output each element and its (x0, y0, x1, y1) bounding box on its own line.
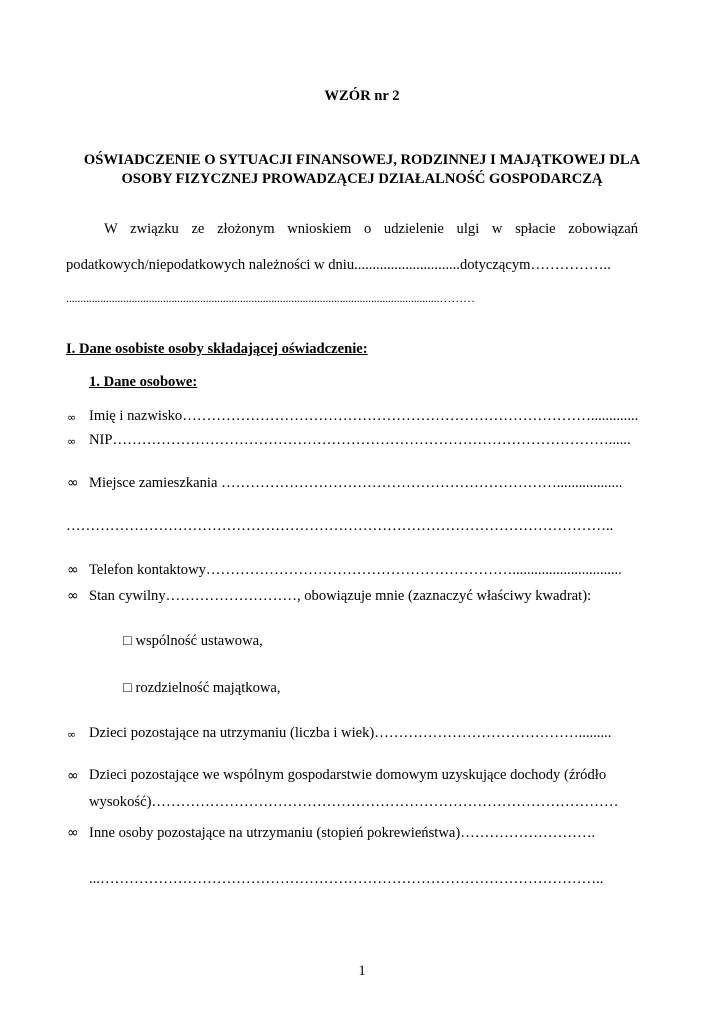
bullet-icon: ∞ (67, 435, 77, 448)
marital-status-field: Stan cywilny………………………, obowiązuje mnie (zaznaczyć właściwy kwadrat): (89, 588, 592, 604)
bullet-icon: ∞ (67, 588, 79, 604)
residence-continuation: ………………………………………………………………………………………………….. (66, 518, 614, 534)
intro-line-2: podatkowych/niepodatkowych należności w dniu.............................dotyczącym…………….. (66, 257, 611, 273)
residence-field: Miejsce zamieszkania …………………………………………………………….................. (89, 475, 623, 491)
main-title-line-1: OŚWIADCZENIE O SYTUACJI FINANSOWEJ, RODZINNEJ I MAJĄTKOWEJ DLA (83, 152, 641, 168)
subsection-1-heading: 1. Dane osobowe: (89, 374, 198, 390)
page-number: 1 (358, 963, 366, 979)
option-separate-property: □ rozdzielność majątkowa, (123, 680, 281, 696)
household-children-line-2: wysokość)…………………………………………………………………………………… (89, 794, 619, 810)
option-joint-property: □ wspólność ustawowa, (123, 633, 263, 649)
nip-field: NIP…………………………………………………………………………………………...... (89, 432, 631, 448)
household-children-line-1: Dzieci pozostające we wspólnym gospodarstwie domowym uzyskujące dochody (źródło (89, 767, 607, 783)
bullet-icon: ∞ (67, 728, 77, 741)
other-dependents-field: Inne osoby pozostające na utrzymaniu (stopień pokrewieństwa)………………………. (89, 825, 596, 841)
intro-line-3: ...................................................................................................................................……… (66, 291, 475, 305)
bullet-icon: ∞ (67, 411, 77, 424)
bullet-icon: ∞ (67, 768, 79, 784)
bullet-icon: ∞ (67, 475, 79, 491)
intro-line-1: W związku ze złożonym wnioskiem o udzielenie ulgi w spłacie zobowiązań (104, 221, 638, 237)
other-dependents-continuation: ...………………………………………………………………………………………….. (89, 871, 604, 887)
dependent-children-field: Dzieci pozostające na utrzymaniu (liczba i wiek)……………………………………......... (89, 725, 612, 741)
section-1-heading: I. Dane osobiste osoby składającej oświadczenie: (66, 341, 368, 357)
name-field: Imię i nazwisko…………………………………………………………………………............. (89, 408, 639, 424)
phone-field: Telefon kontaktowy……………………………………………………….............................. (89, 562, 622, 578)
bullet-icon: ∞ (67, 825, 79, 841)
pattern-title: WZÓR nr 2 (324, 88, 400, 104)
main-title-line-2: OSOBY FIZYCZNEJ PROWADZĄCEJ DZIAŁALNOŚĆ GOSPODARCZĄ (121, 171, 603, 187)
bullet-icon: ∞ (67, 562, 79, 578)
